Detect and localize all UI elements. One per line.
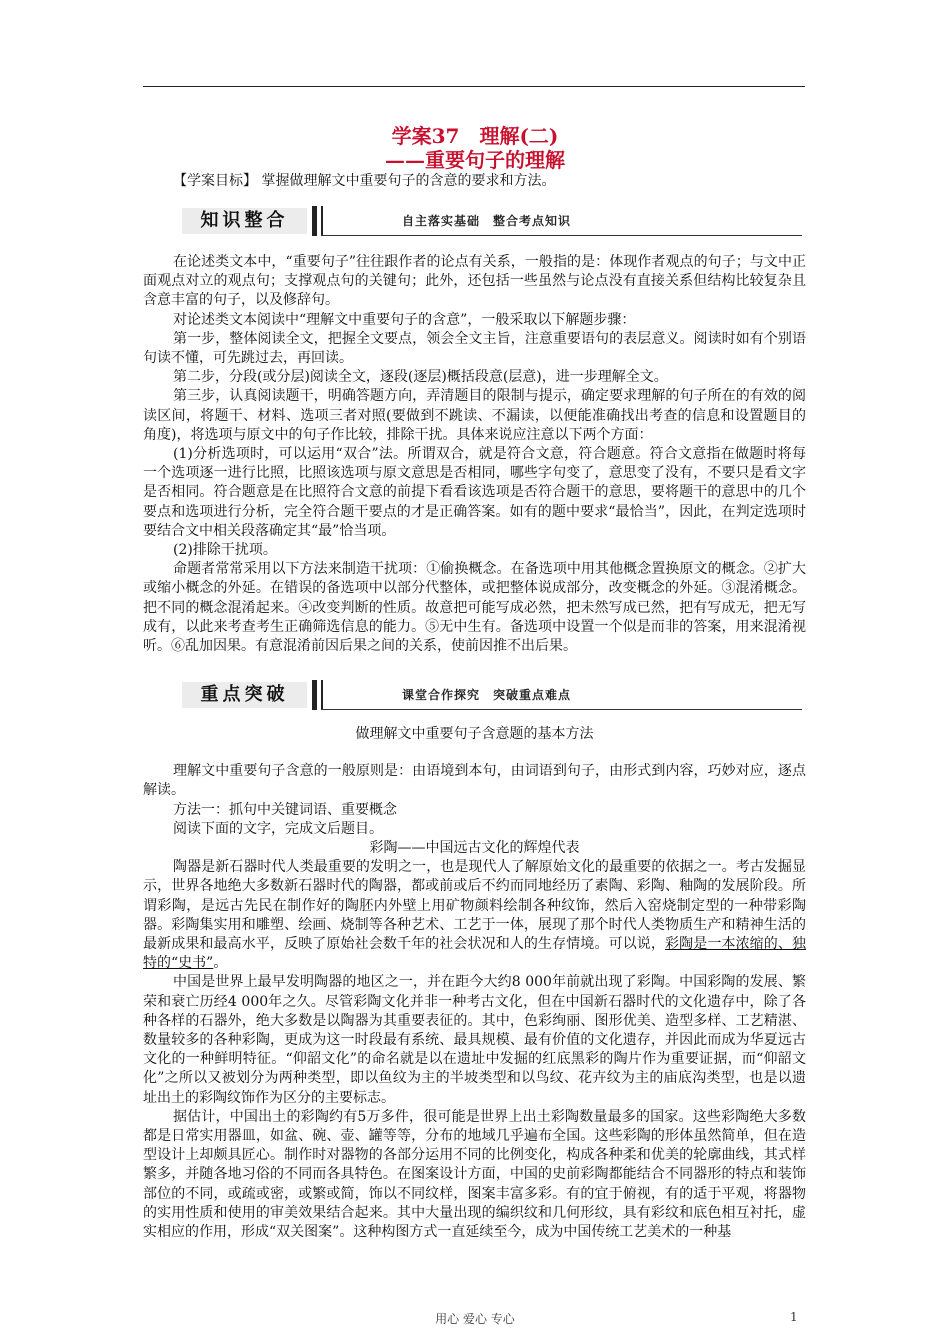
paragraph: 第二步，分段(或分层)阅读全文，逐段(逐层)概括段意(层意)，进一步理解全文。 <box>173 369 668 386</box>
paragraph: (2)排除干扰项。 <box>173 542 277 559</box>
paragraph: 据估计，中国出土的彩陶约有5万多件，很可能是世界上出土彩陶数量最多的国家。这些彩陶绝大多数都是日常实用器皿，如盆、碗、壶、罐等等，分布的地域几乎遍布全国。这些彩陶的形体虽然简单，但在造型设计上却颇具匠心。制作时对器物的各部分运用不同的比例变化，构成各种柔和优美的轮廓曲线，其式样繁多，并随各地习俗的不同而各具特色。在图案设计方面，中国的史前彩陶都能结合不同器形的特点和装饰部位的不同，或疏或密，或繁或简，饰以不同纹样，图案丰富多彩。有的宜于俯视，有的适于平观，将器物的实用性质和使用的审美效果结合起来。其中大量出现的编织纹和几何形纹，具有彩纹和底色相互衬托，虚实相应的作用，形成“双关图案”。这种构图方式一直延续至今，成为中国传统工艺美术的一种基 <box>143 1108 806 1241</box>
banner-subtitle: 自主落实基础 整合考点知识 <box>402 214 572 228</box>
paragraph: 命题者常常采用以下方法来制造干扰项：①偷换概念。在备选项中用其他概念置换原文的概念。②扩大或缩小概念的外延。在错误的备选项中以部分代整体，或把整体说成部分，改变概念的外延。③混淆概念。把不同的概念混淆起来。④改变判断的性质。故意把可能写成必然，把未然写成已然，把有写成无，把无写成有，以此来考查考生正确筛选信息的能力。⑤无中生有。备选项中设置一个似是而非的答案，用来混淆视听。⑥乱加因果。有意混淆前因后果之间的关系，使前因推不出后果。 <box>143 561 806 655</box>
paragraph: 对论述类文本阅读中“理解文中重要句子的含意”，一般采取以下解题步骤： <box>173 311 636 328</box>
banner-label: 知识整合 <box>182 208 307 234</box>
section-heading: 做理解文中重要句子含意题的基本方法 <box>355 726 594 742</box>
banner-bar <box>321 206 323 236</box>
paragraph: (1)分析选项时，可以运用“双合”法。所谓双合，就是符合文意，符合题意。符合文意指在做题时将每一个选项逐一进行比照，比照该选项与原文意思是否相同，哪些字句变了，意思变了没有，不要只是看文字是否相同。符合题意是在比照符合文意的前提下看看该选项是否符合题干的意思，要将题干的意思中的几个要点和选项进行分析，完全符合题干要点的才是正确答案。如有的题中要求“最恰当”，因此，在判定选项时要结合文中相关段落确定其“最”恰当项。 <box>143 446 806 539</box>
paragraph: 第一步，整体阅读全文，把握全文要点，领会全文主旨，注意重要语句的表层意义。阅读时如有个别语句读不懂，可先跳过去，再回读。 <box>143 330 806 367</box>
banner-underline <box>321 709 802 710</box>
underlined-sentence: 彩陶是一本浓缩的、独特的“史书” <box>143 936 807 972</box>
banner-underline <box>321 235 802 236</box>
paragraph: 第三步，认真阅读题干，明确答题方向，弄清题目的限制与提示，确定要求理解的句子所在的有效的阅读区间，将题干、材料、选项三者对照(要做到不跳读、不漏读，以便能准确找出考查的信息和设置题目的角度)，将选项与原文中的句子作比较，排除干扰。具体来说应注意以下两个方面： <box>143 388 806 443</box>
page-subtitle: ——重要句子的理解 <box>385 148 565 172</box>
banner-label: 重点突破 <box>182 682 307 708</box>
learning-goal: 【学案目标】 掌握做理解文中重要句子的含意的要求和方法。 <box>173 173 556 189</box>
section-banner-knowledge <box>182 204 802 238</box>
knowledge-section <box>143 253 806 656</box>
page-title: 学案37 理解(二) <box>391 124 559 148</box>
section-banner-key-points <box>182 678 802 712</box>
banner-bar <box>321 680 323 710</box>
paragraph: 在论述类文本中，“重要句子”往往跟作者的论点有关系，一般指的是：体现作者观点的句子；与文中正面观点对立的观点句；支撑观点句的关键句；此外，还包括一些虽然与论点没有直接关系但结构比较复杂且含意丰富的句子，以及修辞句。 <box>143 254 806 309</box>
banner-bar <box>312 680 317 710</box>
top-rule <box>143 86 805 87</box>
banner-subtitle: 课堂合作探究 突破重点难点 <box>402 688 572 702</box>
paragraph: 理解文中重要句子含意的一般原则是：由语境到本句，由词语到句子，由形式到内容，巧妙对应，逐点解读。 <box>143 763 806 799</box>
page-number: 1 <box>790 1310 798 1324</box>
text-run: 。 <box>213 955 228 972</box>
paragraph: 中国是世界上最早发明陶器的地区之一，并在距今大约8 000年前就出现了彩陶。中国彩陶的发展、繁荣和衰亡历经4 000年之久。尽管彩陶文化并非一种考古文化，但在中国新石器时代的文化遗存中，除了各种各样的石器外，绝大多数是以陶器为其重要表征的。其中，色彩绚丽、图形优美、造型多样、工艺精湛、数量较多的各种彩陶，更成为这一时段最有系统、最具规模、最有价值的文化遗存，并因此而成为华夏远古文化的一种鲜明特征。“仰韶文化”的命名就是以在遗址中发掘的红底黑彩的陶片作为重要证据，而“仰韶文化”之所以又被划分为两种类型，即以鱼纹为主的半坡类型和以鸟纹、花卉纹为主的庙底沟类型，也是以遗址出土的彩陶纹饰作为区分的主要标志。 <box>143 974 806 1106</box>
article-title: 彩陶——中国远古文化的辉煌代表 <box>369 840 580 857</box>
banner-bar <box>312 206 317 236</box>
method-heading: 方法一：抓句中关键词语、重要概念 <box>173 801 397 818</box>
text-run: 陶器是新石器时代人类最重要的发明之一，也是现代人了解原始文化的最重要的依据之一。考古发掘显示，世界各地绝大多数新石器时代的陶器，都或前或后不约而同地经历了素陶、彩陶、釉陶的发展阶段。所谓彩陶，是远古先民在制作好的陶胚内外壁上用矿物颜料绘制各种纹饰，然后入窑烧制定型的一种带彩陶器。彩陶集实用和雕塑、绘画、烧制等各种艺术、工艺于一体，展现了那个时代人类物质生产和精神生活的最新成果和最高水平，反映了原始社会数千年的社会状况和人的生存情境。可以说， <box>143 859 806 953</box>
key-points-section <box>143 725 806 1242</box>
page-footer: 用心 爱心 专心 <box>435 1312 515 1326</box>
paragraph: 阅读下面的文字，完成文后题目。 <box>173 820 383 837</box>
paragraph <box>143 858 806 973</box>
